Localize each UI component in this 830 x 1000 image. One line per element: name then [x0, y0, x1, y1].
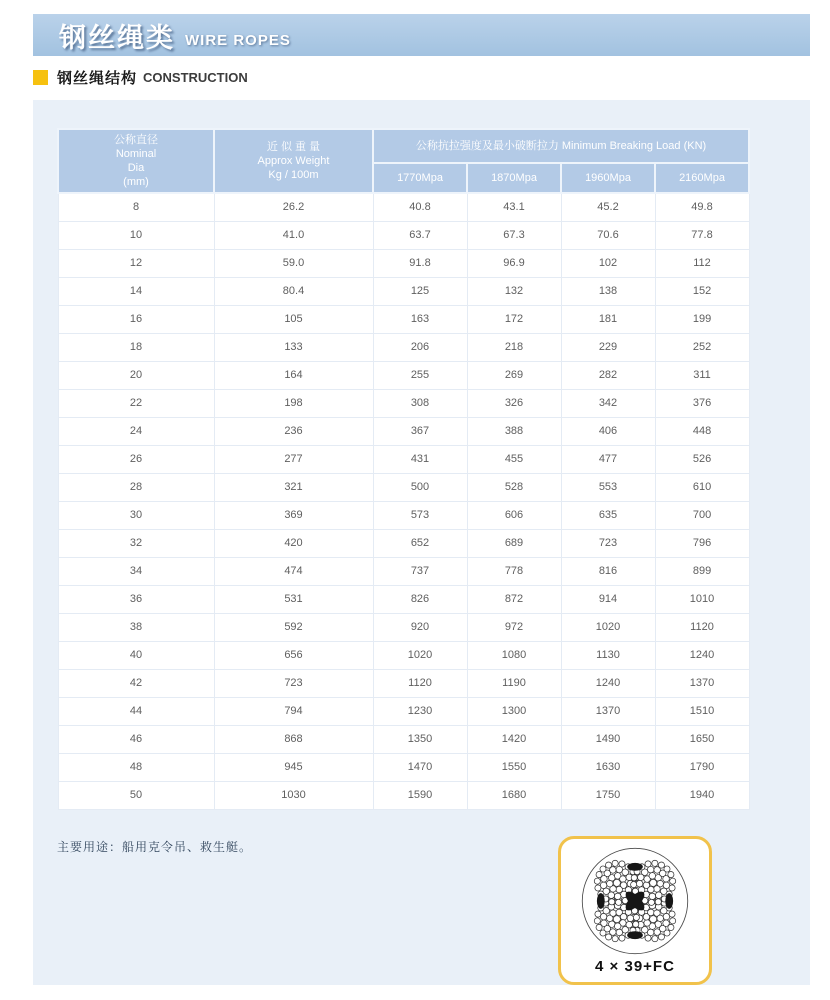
header-line: (mm) [123, 176, 149, 188]
cell-value: 163 [373, 305, 467, 333]
table-row [58, 361, 749, 389]
cell-value: 255 [373, 361, 467, 389]
cell-value: 1940 [655, 781, 749, 809]
cell-value: 1680 [467, 781, 561, 809]
cell-value: 1350 [373, 725, 467, 753]
cell-value: 321 [214, 473, 373, 501]
cell-value: 218 [467, 333, 561, 361]
section-title-en: CONSTRUCTION [143, 70, 248, 85]
cell-value: 899 [655, 557, 749, 585]
header-line: 公称直径 [114, 134, 158, 146]
cell-diameter: 48 [58, 753, 214, 781]
cell-value: 652 [373, 529, 467, 557]
cell-value: 199 [655, 305, 749, 333]
cell-value: 1120 [655, 613, 749, 641]
header-breaking-load-group: 公称抗拉强度及最小破断拉力 Minimum Breaking Load (KN) [373, 129, 749, 163]
header-nominal-dia [58, 129, 214, 193]
cell-value: 606 [467, 501, 561, 529]
cell-value: 868 [214, 725, 373, 753]
header-line: Kg / 100m [268, 169, 319, 181]
cell-value: 1370 [561, 697, 655, 725]
table-row [58, 193, 749, 221]
cell-value: 282 [561, 361, 655, 389]
cell-value: 1230 [373, 697, 467, 725]
cell-diameter: 8 [58, 193, 214, 221]
cell-value: 1240 [655, 641, 749, 669]
cell-value: 252 [655, 333, 749, 361]
cell-value: 610 [655, 473, 749, 501]
table-row [58, 725, 749, 753]
cell-value: 526 [655, 445, 749, 473]
cell-value: 1790 [655, 753, 749, 781]
cell-value: 1510 [655, 697, 749, 725]
banner-title-en: WIRE ROPES [185, 31, 291, 49]
cell-value: 91.8 [373, 249, 467, 277]
header-line: Dia [127, 162, 145, 174]
cell-value: 723 [561, 529, 655, 557]
table-row [58, 221, 749, 249]
cell-value: 778 [467, 557, 561, 585]
cell-diameter: 22 [58, 389, 214, 417]
cell-value: 500 [373, 473, 467, 501]
cell-value: 553 [561, 473, 655, 501]
cell-value: 326 [467, 389, 561, 417]
cell-diameter: 30 [58, 501, 214, 529]
cell-value: 1030 [214, 781, 373, 809]
cell-value: 43.1 [467, 193, 561, 221]
cell-value: 132 [467, 277, 561, 305]
cell-diameter: 28 [58, 473, 214, 501]
cell-value: 1490 [561, 725, 655, 753]
cell-value: 369 [214, 501, 373, 529]
cell-value: 181 [561, 305, 655, 333]
banner-title-zh: 钢丝绳类 [59, 22, 175, 53]
cell-value: 77.8 [655, 221, 749, 249]
section-title-zh: 钢丝绳结构 [57, 70, 138, 87]
cell-value: 308 [373, 389, 467, 417]
header-grade-2160: 2160Mpa [655, 163, 749, 193]
table-row [58, 249, 749, 277]
cell-value: 367 [373, 417, 467, 445]
table-row [58, 669, 749, 697]
usage-note: 主要用途：船用克令吊、救生艇。 [57, 840, 253, 854]
cell-value: 635 [561, 501, 655, 529]
cell-value: 236 [214, 417, 373, 445]
cell-value: 1120 [373, 669, 467, 697]
cell-diameter: 42 [58, 669, 214, 697]
cell-diameter: 14 [58, 277, 214, 305]
cell-diameter: 40 [58, 641, 214, 669]
cell-value: 376 [655, 389, 749, 417]
cell-value: 80.4 [214, 277, 373, 305]
cell-value: 45.2 [561, 193, 655, 221]
cell-diameter: 46 [58, 725, 214, 753]
table-row [58, 277, 749, 305]
cell-value: 41.0 [214, 221, 373, 249]
cell-value: 1590 [373, 781, 467, 809]
rope-cross-section-icon [578, 844, 692, 958]
cell-value: 794 [214, 697, 373, 725]
cell-value: 342 [561, 389, 655, 417]
cell-value: 477 [561, 445, 655, 473]
cell-value: 59.0 [214, 249, 373, 277]
cell-value: 531 [214, 585, 373, 613]
cell-value: 1130 [561, 641, 655, 669]
cell-diameter: 32 [58, 529, 214, 557]
cell-value: 164 [214, 361, 373, 389]
table-row [58, 333, 749, 361]
cell-value: 1080 [467, 641, 561, 669]
cell-diameter: 36 [58, 585, 214, 613]
cell-value: 528 [467, 473, 561, 501]
cell-value: 872 [467, 585, 561, 613]
cell-value: 1010 [655, 585, 749, 613]
table-row [58, 529, 749, 557]
cell-value: 133 [214, 333, 373, 361]
cell-value: 152 [655, 277, 749, 305]
cell-diameter: 10 [58, 221, 214, 249]
cell-value: 172 [467, 305, 561, 333]
cell-value: 112 [655, 249, 749, 277]
cell-value: 1650 [655, 725, 749, 753]
yellow-square-icon [33, 70, 48, 85]
cell-value: 1020 [373, 641, 467, 669]
cell-value: 198 [214, 389, 373, 417]
cell-value: 96.9 [467, 249, 561, 277]
cell-value: 689 [467, 529, 561, 557]
cell-value: 816 [561, 557, 655, 585]
cell-value: 431 [373, 445, 467, 473]
cell-value: 67.3 [467, 221, 561, 249]
table-row [58, 753, 749, 781]
cell-value: 1470 [373, 753, 467, 781]
breaking-load-table [57, 128, 750, 810]
table-row [58, 389, 749, 417]
page-banner [33, 14, 810, 56]
cell-diameter: 24 [58, 417, 214, 445]
cell-value: 49.8 [655, 193, 749, 221]
rope-diagram-card [558, 836, 712, 985]
cell-value: 277 [214, 445, 373, 473]
cell-value: 311 [655, 361, 749, 389]
cell-diameter: 50 [58, 781, 214, 809]
cell-value: 1750 [561, 781, 655, 809]
cell-value: 656 [214, 641, 373, 669]
header-line: Approx Weight [257, 155, 330, 167]
cell-value: 102 [561, 249, 655, 277]
cell-value: 125 [373, 277, 467, 305]
section-header [33, 67, 248, 88]
table-row [58, 697, 749, 725]
cell-value: 1190 [467, 669, 561, 697]
cell-value: 920 [373, 613, 467, 641]
cell-value: 945 [214, 753, 373, 781]
cell-value: 26.2 [214, 193, 373, 221]
table-row [58, 501, 749, 529]
cell-value: 40.8 [373, 193, 467, 221]
cell-value: 972 [467, 613, 561, 641]
content-panel [33, 100, 810, 985]
cell-diameter: 20 [58, 361, 214, 389]
rope-construction-label: 4 × 39+FC [595, 958, 675, 975]
table-body [58, 193, 749, 809]
table-row [58, 473, 749, 501]
cell-diameter: 38 [58, 613, 214, 641]
table-row [58, 557, 749, 585]
cell-value: 1630 [561, 753, 655, 781]
cell-value: 406 [561, 417, 655, 445]
cell-diameter: 34 [58, 557, 214, 585]
cell-value: 388 [467, 417, 561, 445]
cell-value: 455 [467, 445, 561, 473]
cell-value: 1300 [467, 697, 561, 725]
table-row [58, 417, 749, 445]
cell-value: 1020 [561, 613, 655, 641]
cell-value: 1420 [467, 725, 561, 753]
cell-value: 138 [561, 277, 655, 305]
cell-value: 592 [214, 613, 373, 641]
cell-value: 1240 [561, 669, 655, 697]
cell-value: 70.6 [561, 221, 655, 249]
header-line: Nominal [115, 148, 157, 160]
cell-value: 1550 [467, 753, 561, 781]
table-row [58, 305, 749, 333]
cell-diameter: 18 [58, 333, 214, 361]
table-row [58, 613, 749, 641]
table-row [58, 641, 749, 669]
cell-value: 63.7 [373, 221, 467, 249]
cell-diameter: 16 [58, 305, 214, 333]
table-row [58, 585, 749, 613]
cell-value: 229 [561, 333, 655, 361]
header-line: 近 似 重 量 [266, 141, 321, 153]
cell-value: 206 [373, 333, 467, 361]
header-approx-weight [214, 129, 373, 193]
header-grade-1770: 1770Mpa [373, 163, 467, 193]
cell-value: 1370 [655, 669, 749, 697]
cell-diameter: 26 [58, 445, 214, 473]
table-row [58, 781, 749, 809]
cell-value: 573 [373, 501, 467, 529]
cell-diameter: 44 [58, 697, 214, 725]
header-grade-1870: 1870Mpa [467, 163, 561, 193]
cell-value: 105 [214, 305, 373, 333]
table-header [58, 129, 749, 193]
cell-value: 700 [655, 501, 749, 529]
cell-value: 420 [214, 529, 373, 557]
cell-value: 723 [214, 669, 373, 697]
cell-value: 474 [214, 557, 373, 585]
cell-value: 448 [655, 417, 749, 445]
cell-value: 269 [467, 361, 561, 389]
cell-value: 914 [561, 585, 655, 613]
cell-value: 796 [655, 529, 749, 557]
cell-value: 826 [373, 585, 467, 613]
table-row [58, 445, 749, 473]
cell-diameter: 12 [58, 249, 214, 277]
cell-value: 737 [373, 557, 467, 585]
header-grade-1960: 1960Mpa [561, 163, 655, 193]
